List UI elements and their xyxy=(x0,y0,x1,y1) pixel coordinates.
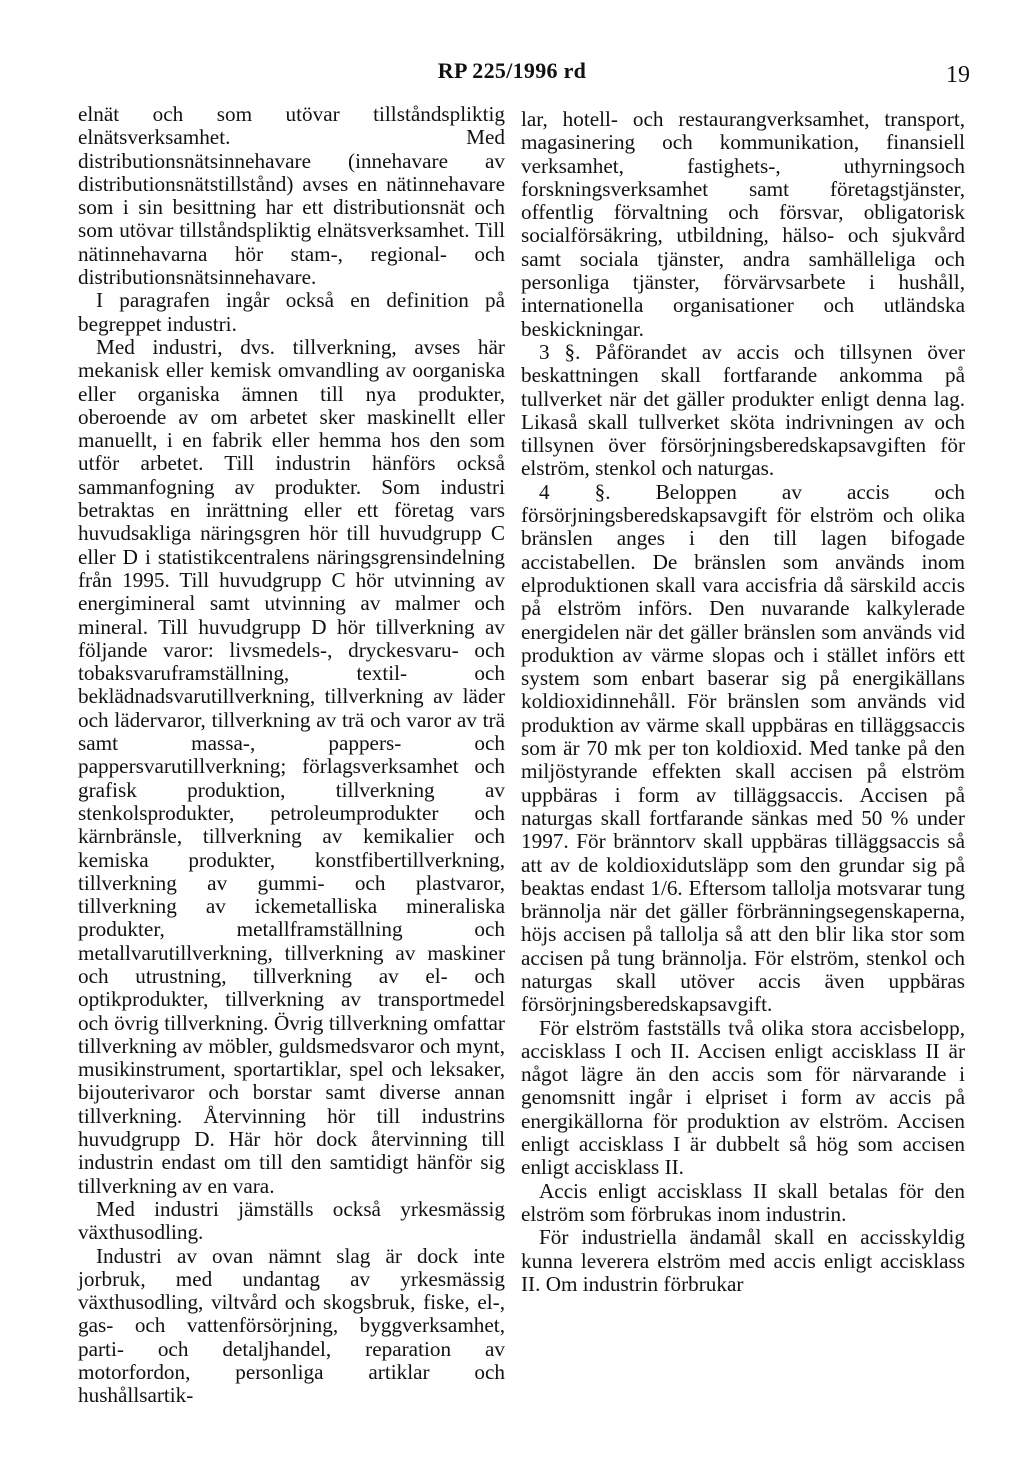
paragraph: lar, hotell- och restaurangverksamhet, transport, magasinering och kommunikation, finansiell verksamhet, fastighets-, uthyrningsoch forskningsverksamhet samt företagstjänster, offentlig förvaltning och försvar, obligatorisk socialförsäkring, utbildning, hälso- och sjukvård samt sociala tjänster, andra samhälleliga och personliga tjänster, förvärvsarbete i hushåll, internationella organisationer och utländska beskickningar. xyxy=(521,107,965,341)
paragraph: Med industri, dvs. tillverkning, avses här mekanisk eller kemisk omvandling av oorganiska eller organiska ämnen till nya produkter, oberoende av om arbetet sker maskinellt eller manuellt, i en fabrik eller hemma hos den som utför arbetet. Till industrin hänförs också sammanfogning av produkter. Som industri betraktas en inrättning eller ett företag vars huvudsakliga näringsgren hör till huvudgrupp C eller D i statistikcentralens näringsgrensindelning från 1995. Till huvudgrupp C hör utvinning av energimineral samt utvinning av malmer och mineral. Till huvudgrupp D hör tillverkning av följande varor: livsmedels-, dryckesvaru- och tobaksvaruframställning, textil- och beklädnadsvarutillverkning, tillverkning av läder och lädervaror, tillverkning av trä och varor av trä samt massa-, pappers- och pappersvarutillverkning; förlagsverksamhet och grafisk produktion, tillverkning av stenkolsprodukter, petroleumprodukter och kärnbränsle, tillverkning av kemikalier och kemiska produkter, konstfibertillverkning, tillverkning av gummi- och plastvaror, tillverkning av ickemetalliska mineraliska produkter, metallframställning och metallvarutillverkning, tillverkning av maskiner och utrustning, tillverkning av el- och optikprodukter, tillverkning av transportmedel och övrig tillverkning. Övrig tillverkning omfattar tillverkning av möbler, guldsmedsvaror och mynt, musikinstrument, sportartiklar, spel och leksaker, bijouterivaror och borstar samt diverse annan tillverkning. Återvinning hör till industrins huvudgrupp D. Här hör dock återvinning till industrin endast om till den samtidigt hänför sig tillverkning av en vara. xyxy=(78,334,505,1198)
paragraph: Med industri jämställs också yrkesmässig växthusodling. xyxy=(78,1196,505,1245)
paragraph: 4 §. Beloppen av accis och försörjningsberedskapsavgift för elström och olika bränslen anges i den till lagen bifogade accistabellen. De bränslen som används inom elproduktionen skall vara accisfria då särskild accis på elström införs. Den nuvarande kalkylerade energidelen när det gäller bränslen som används vid produktion av värme slopas och i stället införs ett system som enbart baserar sig på energikällans koldioxidinnehåll. För bränslen som används vid produktion av värme skall uppbäras en tilläggsaccis som är 70 mk per ton koldioxid. Med tanke på den miljöstyrande effekten skall accisen på elström uppbäras i form av tilläggsaccis. Accisen på naturgas skall fortfarande sänkas med 50 % under 1997. För bränntorv skall uppbäras tilläggsaccis så att av de koldioxidutsläpp som den grundar sig på beaktas endast 1/6. Eftersom tallolja motsvarar tung brännolja när det gäller förbränningsegenskaperna, höjs accisen på tallolja så att den blir lika stor som accisen på tung brännolja. För elström, stenkol och naturgas skall utöver accis även uppbäras försörjningsberedskapsavgift. xyxy=(521,479,965,1017)
paragraph: För elström fastställs två olika stora accisbelopp, accisklass I och II. Accisen enligt accisklass II är något lägre än den accis som för närvarande i genomsnitt ingår i elpriset i form av accis på energikällorna för produktion av elström. Accisen enligt accisklass I är dubbelt så hög som accisen enligt accisklass II. xyxy=(521,1015,965,1180)
paragraph: Industri av ovan nämnt slag är dock inte jorbruk, med undantag av yrkesmässig växthusodling, viltvård och skogsbruk, fiske, el-, gas- och vattenförsörjning, byggverksamhet, parti- och detaljhandel, reparation av motorfordon, personliga artiklar och hushållsartik- xyxy=(78,1243,505,1408)
paragraph: elnät och som utövar tillståndspliktig elnätsverksamhet. Med distributionsnätsinnehavare (innehavare av distributionsnätstillstånd) avses en nätinnehavare som i sin besittning har ett distributionsnät och som utövar tillståndspliktig elnätsverksamhet. Till nätinnehavarna hör stam-, regional- och distributionsnätsinnehavare. xyxy=(78,102,505,290)
page-number: 19 xyxy=(946,62,970,88)
left-text-column xyxy=(78,103,505,1408)
paragraph: För industriella ändamål skall en accisskyldig kunna leverera elström med accis enligt accisklass II. Om industrin förbrukar xyxy=(521,1225,965,1296)
document-header-title: RP 225/1996 rd xyxy=(437,58,587,83)
paragraph: 3 §. Påförandet av accis och tillsynen över beskattningen skall fortfarande ankomma på tullverket när det gäller produkter enligt denna lag. Likaså skall tullverket sköta indrivningen av och tillsynen över försörjningsberedskapsavgiften för elström, stenkol och naturgas. xyxy=(521,339,965,481)
paragraph: Accis enligt accisklass II skall betalas för den elström som förbrukas inom industrin. xyxy=(521,1178,965,1226)
paragraph: I paragrafen ingår också en definition på begreppet industri. xyxy=(78,288,505,336)
right-text-column xyxy=(521,108,965,1296)
